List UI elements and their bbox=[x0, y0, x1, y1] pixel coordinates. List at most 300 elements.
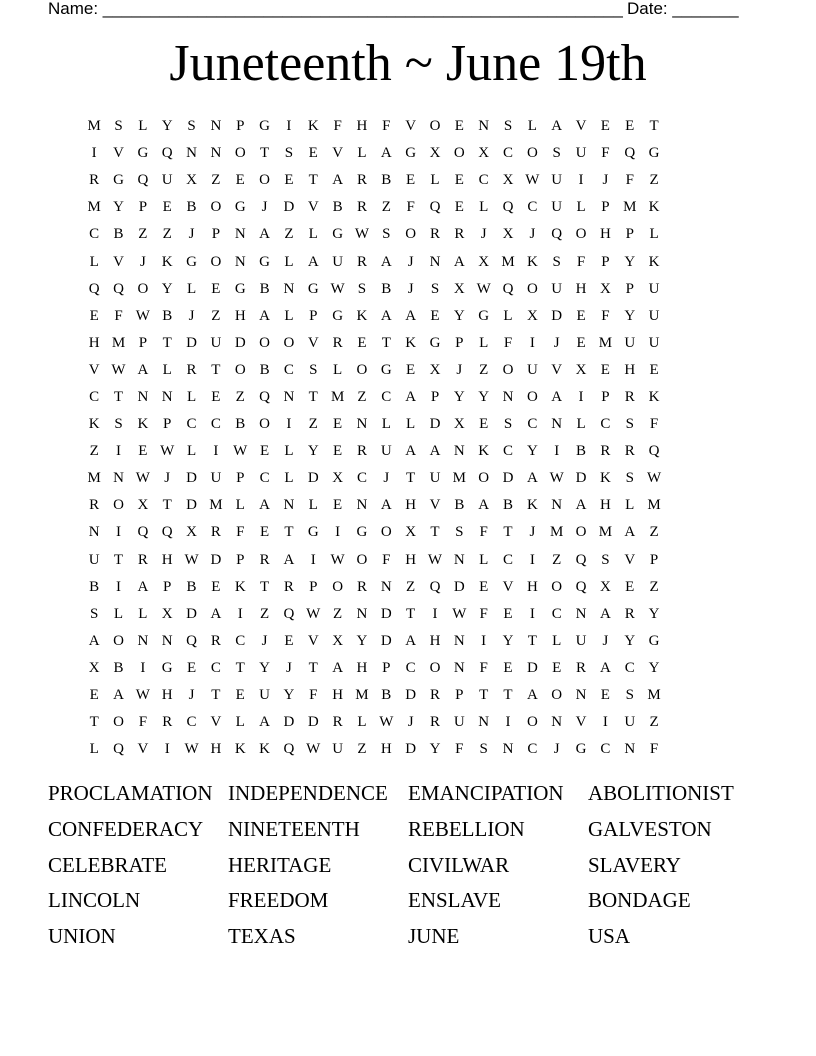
grid-cell: O bbox=[113, 632, 124, 649]
date-line: Date: _______ bbox=[627, 0, 739, 18]
grid-cell: J bbox=[188, 226, 195, 243]
grid-cell: H bbox=[88, 334, 100, 351]
grid-cell: L bbox=[552, 632, 562, 649]
grid-cell: I bbox=[140, 659, 146, 676]
grid-cell: L bbox=[625, 497, 635, 514]
grid-cell: I bbox=[237, 605, 243, 622]
grid-cell: U bbox=[259, 687, 270, 704]
grid-cell: D bbox=[429, 416, 441, 433]
grid-row bbox=[82, 357, 666, 384]
grid-cell: O bbox=[526, 280, 538, 297]
grid-cell: Z bbox=[649, 172, 659, 189]
grid-cell: X bbox=[478, 253, 490, 270]
grid-cell: I bbox=[91, 145, 97, 162]
grid-cell: P bbox=[211, 226, 221, 243]
grid-row bbox=[82, 465, 666, 492]
grid-cell: Z bbox=[381, 199, 391, 216]
grid-cell: Q bbox=[137, 172, 149, 189]
grid-cell: D bbox=[283, 199, 295, 216]
grid-cell: N bbox=[478, 714, 490, 731]
grid-cell: Q bbox=[283, 741, 295, 758]
grid-cell: A bbox=[429, 443, 441, 460]
grid-cell: O bbox=[526, 388, 538, 405]
grid-cell: S bbox=[430, 280, 440, 297]
grid-cell: J bbox=[164, 470, 171, 487]
grid-cell: C bbox=[503, 551, 514, 568]
grid-cell: C bbox=[210, 416, 221, 433]
grid-cell: O bbox=[210, 253, 222, 270]
grid-cell: L bbox=[89, 741, 99, 758]
grid-cell: I bbox=[505, 714, 511, 731]
grid-cell: E bbox=[625, 578, 635, 595]
grid-cell: F bbox=[406, 199, 415, 216]
grid-cell: W bbox=[330, 280, 345, 297]
grid-cell: W bbox=[233, 443, 248, 460]
grid-cell: N bbox=[356, 497, 368, 514]
grid-cell: E bbox=[406, 172, 416, 189]
grid-cell: X bbox=[332, 632, 344, 649]
grid-cell: E bbox=[308, 145, 318, 162]
grid-cell: D bbox=[551, 307, 563, 324]
grid-cell: N bbox=[624, 741, 636, 758]
grid-cell: C bbox=[527, 741, 538, 758]
grid-cell: R bbox=[624, 388, 635, 405]
grid-cell: S bbox=[114, 118, 123, 135]
grid-cell: L bbox=[138, 118, 148, 135]
grid-cell: L bbox=[649, 226, 659, 243]
grid-cell: Y bbox=[429, 741, 441, 758]
grid-cell: U bbox=[332, 741, 344, 758]
grid-cell: M bbox=[87, 199, 101, 216]
grid-cell: D bbox=[283, 714, 295, 731]
grid-cell: K bbox=[478, 443, 490, 460]
grid-cell: N bbox=[478, 118, 490, 135]
grid-cell: A bbox=[405, 443, 417, 460]
grid-cell: V bbox=[429, 497, 441, 514]
grid-cell: Q bbox=[575, 551, 587, 568]
grid-cell: U bbox=[648, 334, 660, 351]
grid-cell: W bbox=[135, 307, 150, 324]
grid-cell: Q bbox=[575, 578, 587, 595]
grid-cell: P bbox=[163, 578, 172, 595]
grid-cell: A bbox=[283, 551, 295, 568]
grid-row bbox=[82, 438, 666, 465]
grid-cell: T bbox=[527, 632, 537, 649]
grid-cell: E bbox=[284, 632, 294, 649]
grid-row bbox=[82, 330, 666, 357]
grid-cell: A bbox=[551, 118, 563, 135]
grid-cell: W bbox=[135, 470, 150, 487]
grid-cell: Z bbox=[649, 714, 659, 731]
grid-cell: R bbox=[624, 605, 635, 622]
grid-cell: O bbox=[502, 361, 514, 378]
grid-cell: X bbox=[599, 280, 611, 297]
grid-cell: S bbox=[309, 361, 318, 378]
word-bank-item: UNION bbox=[48, 924, 116, 949]
grid-cell: N bbox=[283, 388, 295, 405]
grid-cell: L bbox=[308, 226, 318, 243]
grid-cell: A bbox=[526, 687, 538, 704]
grid-cell: R bbox=[332, 714, 343, 731]
grid-cell: G bbox=[259, 118, 270, 135]
grid-cell: X bbox=[429, 145, 441, 162]
grid-cell: X bbox=[599, 578, 611, 595]
grid-cell: D bbox=[575, 470, 587, 487]
grid-cell: X bbox=[137, 497, 149, 514]
grid-cell: Z bbox=[333, 605, 343, 622]
grid-cell: M bbox=[355, 687, 369, 704]
grid-cell: Q bbox=[502, 280, 514, 297]
grid-cell: S bbox=[90, 605, 99, 622]
grid-cell: L bbox=[284, 307, 294, 324]
grid-cell: N bbox=[186, 145, 197, 162]
grid-cell: T bbox=[406, 470, 416, 487]
grid-cell: Z bbox=[211, 307, 221, 324]
grid-cell: Y bbox=[526, 443, 538, 460]
grid-cell: E bbox=[503, 659, 513, 676]
grid-cell: D bbox=[502, 470, 514, 487]
grid-cell: R bbox=[210, 632, 221, 649]
grid-cell: S bbox=[455, 524, 464, 541]
grid-cell: A bbox=[599, 605, 611, 622]
grid-cell: R bbox=[137, 551, 148, 568]
word-bank-item: NINETEENTH bbox=[228, 816, 360, 841]
grid-cell: H bbox=[405, 551, 417, 568]
grid-cell: R bbox=[89, 497, 100, 514]
grid-cell: O bbox=[210, 199, 222, 216]
grid-cell: Q bbox=[624, 145, 636, 162]
grid-cell: Q bbox=[259, 388, 270, 405]
grid-cell: W bbox=[476, 280, 491, 297]
grid-cell: R bbox=[429, 226, 440, 243]
grid-cell: O bbox=[478, 470, 490, 487]
grid-cell: T bbox=[649, 118, 659, 135]
grid-cell: U bbox=[648, 307, 660, 324]
grid-cell: O bbox=[113, 714, 124, 731]
grid-cell: K bbox=[526, 253, 538, 270]
grid-cell: L bbox=[503, 307, 513, 324]
grid-cell: A bbox=[478, 497, 490, 514]
grid-cell: V bbox=[575, 118, 587, 135]
grid-cell: S bbox=[479, 741, 488, 758]
grid-cell: R bbox=[429, 687, 440, 704]
grid-cell: N bbox=[137, 388, 149, 405]
grid-cell: D bbox=[526, 659, 538, 676]
grid-cell: T bbox=[259, 578, 270, 595]
grid-cell: Y bbox=[161, 118, 173, 135]
grid-cell: O bbox=[380, 524, 392, 541]
grid-cell: F bbox=[455, 741, 464, 758]
grid-cell: G bbox=[332, 226, 344, 243]
word-bank-item: USA bbox=[588, 924, 631, 949]
grid-cell: E bbox=[503, 605, 513, 622]
grid-cell: S bbox=[601, 551, 610, 568]
grid-cell: I bbox=[213, 443, 219, 460]
grid-cell: H bbox=[599, 497, 611, 514]
grid-cell: M bbox=[647, 497, 661, 514]
grid-cell: U bbox=[575, 145, 587, 162]
grid-cell: O bbox=[332, 578, 344, 595]
grid-cell: E bbox=[357, 334, 367, 351]
grid-row bbox=[82, 384, 666, 411]
grid-cell: E bbox=[406, 361, 416, 378]
grid-cell: X bbox=[526, 307, 538, 324]
grid-cell: V bbox=[575, 714, 587, 731]
grid-row bbox=[82, 248, 666, 275]
grid-cell: M bbox=[501, 253, 515, 270]
grid-row bbox=[82, 601, 666, 628]
grid-cell: O bbox=[551, 687, 563, 704]
grid-cell: C bbox=[89, 226, 100, 243]
grid-cell: H bbox=[332, 687, 344, 704]
grid-row bbox=[82, 736, 666, 763]
grid-cell: W bbox=[549, 470, 564, 487]
grid-cell: L bbox=[479, 551, 489, 568]
grid-cell: J bbox=[456, 361, 463, 378]
grid-cell: Z bbox=[259, 605, 270, 622]
grid-cell: B bbox=[454, 497, 465, 514]
grid-cell: E bbox=[552, 659, 562, 676]
grid-cell: I bbox=[116, 578, 122, 595]
grid-cell: V bbox=[307, 199, 319, 216]
grid-cell: C bbox=[405, 659, 416, 676]
grid-cell: P bbox=[309, 578, 318, 595]
grid-cell: I bbox=[432, 605, 438, 622]
grid-cell: T bbox=[430, 524, 440, 541]
grid-cell: C bbox=[210, 659, 221, 676]
grid-cell: N bbox=[356, 605, 368, 622]
grid-cell: E bbox=[89, 687, 99, 704]
grid-cell: N bbox=[113, 470, 124, 487]
grid-cell: H bbox=[405, 497, 417, 514]
grid-cell: P bbox=[163, 416, 172, 433]
grid-cell: D bbox=[210, 551, 222, 568]
grid-cell: C bbox=[600, 416, 611, 433]
grid-cell: D bbox=[186, 605, 197, 622]
grid-cell: B bbox=[113, 226, 124, 243]
word-bank-item: REBELLION bbox=[408, 816, 525, 841]
grid-cell: O bbox=[259, 416, 270, 433]
grid-cell: E bbox=[576, 307, 586, 324]
grid-cell: R bbox=[429, 714, 440, 731]
word-bank-item: CELEBRATE bbox=[48, 852, 167, 877]
grid-cell: L bbox=[479, 334, 489, 351]
grid-cell: V bbox=[405, 118, 417, 135]
grid-cell: P bbox=[649, 551, 659, 568]
grid-cell: A bbox=[575, 497, 587, 514]
grid-cell: N bbox=[161, 388, 173, 405]
grid-cell: L bbox=[357, 714, 367, 731]
grid-cell: F bbox=[479, 605, 488, 622]
grid-cell: X bbox=[453, 416, 465, 433]
grid-cell: O bbox=[575, 524, 587, 541]
grid-cell: H bbox=[624, 361, 636, 378]
grid-cell: N bbox=[137, 632, 149, 649]
grid-cell: M bbox=[87, 470, 101, 487]
grid-cell: J bbox=[261, 632, 268, 649]
grid-cell: N bbox=[283, 497, 295, 514]
grid-cell: I bbox=[529, 551, 535, 568]
grid-cell: E bbox=[454, 199, 464, 216]
grid-cell: G bbox=[405, 145, 417, 162]
grid-cell: W bbox=[111, 361, 126, 378]
grid-cell: U bbox=[453, 714, 465, 731]
grid-cell: E bbox=[454, 172, 464, 189]
grid-cell: D bbox=[380, 632, 392, 649]
grid-cell: G bbox=[575, 741, 587, 758]
grid-cell: J bbox=[383, 470, 390, 487]
grid-cell: H bbox=[161, 687, 173, 704]
grid-cell: D bbox=[405, 741, 417, 758]
grid-cell: E bbox=[235, 172, 245, 189]
name-line: Name: _______________________________________________________ bbox=[48, 0, 623, 18]
grid-cell: Z bbox=[138, 226, 148, 243]
grid-cell: T bbox=[113, 551, 124, 568]
grid-cell: B bbox=[503, 497, 514, 514]
grid-cell: Y bbox=[307, 443, 319, 460]
grid-cell: N bbox=[210, 118, 222, 135]
grid-cell: K bbox=[356, 307, 368, 324]
grid-cell: L bbox=[235, 497, 245, 514]
grid-cell: A bbox=[332, 659, 344, 676]
grid-cell: V bbox=[502, 578, 514, 595]
grid-cell: F bbox=[479, 659, 488, 676]
grid-cell: F bbox=[649, 416, 659, 433]
grid-cell: U bbox=[429, 470, 441, 487]
grid-cell: R bbox=[356, 172, 367, 189]
grid-cell: I bbox=[578, 172, 584, 189]
grid-cell: L bbox=[406, 416, 416, 433]
grid-cell: F bbox=[625, 172, 634, 189]
grid-cell: J bbox=[553, 741, 560, 758]
grid-cell: J bbox=[480, 226, 487, 243]
grid-cell: G bbox=[332, 307, 344, 324]
grid-cell: R bbox=[576, 659, 587, 676]
grid-cell: A bbox=[259, 497, 270, 514]
grid-row bbox=[82, 655, 666, 682]
grid-cell: E bbox=[333, 443, 343, 460]
grid-cell: U bbox=[575, 632, 587, 649]
grid-cell: B bbox=[235, 416, 246, 433]
grid-cell: O bbox=[405, 226, 417, 243]
grid-row bbox=[82, 519, 666, 546]
grid-cell: F bbox=[114, 307, 123, 324]
grid-cell: A bbox=[137, 361, 149, 378]
grid-cell: L bbox=[479, 199, 489, 216]
grid-cell: P bbox=[430, 388, 440, 405]
grid-cell: A bbox=[332, 172, 344, 189]
grid-cell: T bbox=[308, 659, 318, 676]
grid-cell: R bbox=[356, 443, 367, 460]
grid-cell: W bbox=[379, 714, 394, 731]
grid-cell: N bbox=[429, 253, 441, 270]
grid-cell: U bbox=[161, 172, 173, 189]
grid-cell: Y bbox=[502, 632, 514, 649]
grid-cell: N bbox=[210, 145, 222, 162]
grid-cell: G bbox=[356, 524, 368, 541]
word-bank-item: EMANCIPATION bbox=[408, 781, 564, 805]
grid-cell: A bbox=[624, 524, 636, 541]
grid-cell: X bbox=[332, 470, 344, 487]
grid-cell: J bbox=[261, 199, 268, 216]
grid-cell: B bbox=[381, 687, 392, 704]
grid-cell: R bbox=[162, 714, 173, 731]
grid-cell: S bbox=[187, 118, 196, 135]
letter-grid bbox=[82, 113, 666, 763]
grid-cell: F bbox=[138, 714, 148, 731]
word-bank-item: INDEPENDENCE bbox=[228, 781, 388, 805]
grid-cell: V bbox=[88, 361, 100, 378]
word-bank-item: TEXAS bbox=[228, 924, 296, 949]
grid-cell: M bbox=[598, 334, 613, 351]
grid-cell: X bbox=[88, 659, 100, 676]
grid-cell: B bbox=[381, 280, 392, 297]
grid-cell: U bbox=[551, 172, 563, 189]
grid-cell: Y bbox=[356, 632, 368, 649]
grid-cell: R bbox=[283, 578, 294, 595]
grid-cell: O bbox=[283, 334, 295, 351]
grid-cell: L bbox=[284, 443, 294, 460]
grid-cell: P bbox=[601, 253, 610, 270]
grid-cell: L bbox=[89, 253, 99, 270]
grid-cell: T bbox=[211, 361, 221, 378]
grid-cell: K bbox=[234, 741, 246, 758]
grid-cell: X bbox=[478, 145, 490, 162]
grid-cell: L bbox=[284, 470, 294, 487]
grid-cell: G bbox=[648, 632, 660, 649]
grid-cell: E bbox=[211, 280, 221, 297]
grid-cell: S bbox=[114, 416, 123, 433]
word-bank-item: CIVILWAR bbox=[408, 852, 510, 877]
grid-cell: T bbox=[162, 497, 172, 514]
grid-cell: Q bbox=[137, 524, 149, 541]
grid-cell: A bbox=[380, 253, 392, 270]
grid-cell: E bbox=[454, 118, 464, 135]
grid-cell: C bbox=[356, 470, 367, 487]
grid-cell: O bbox=[356, 551, 368, 568]
grid-cell: K bbox=[88, 416, 100, 433]
grid-cell: M bbox=[452, 470, 466, 487]
grid-cell: D bbox=[234, 334, 246, 351]
grid-cell: A bbox=[551, 388, 563, 405]
grid-cell: E bbox=[259, 443, 270, 460]
grid-cell: A bbox=[259, 714, 270, 731]
grid-cell: L bbox=[235, 714, 245, 731]
grid-cell: A bbox=[380, 145, 392, 162]
grid-cell: T bbox=[503, 524, 513, 541]
grid-cell: O bbox=[259, 334, 270, 351]
grid-cell: N bbox=[453, 659, 465, 676]
grid-cell: C bbox=[527, 416, 538, 433]
grid-cell: N bbox=[234, 226, 246, 243]
grid-cell: W bbox=[330, 551, 345, 568]
grid-row bbox=[82, 547, 666, 574]
grid-cell: K bbox=[307, 118, 319, 135]
grid-cell: S bbox=[552, 253, 561, 270]
grid-cell: I bbox=[116, 524, 122, 541]
grid-cell: P bbox=[236, 470, 245, 487]
grid-cell: P bbox=[455, 687, 464, 704]
grid-cell: E bbox=[576, 334, 586, 351]
grid-cell: I bbox=[529, 605, 535, 622]
grid-cell: E bbox=[430, 307, 440, 324]
grid-cell: Q bbox=[113, 280, 124, 297]
grid-cell: G bbox=[161, 659, 173, 676]
grid-cell: P bbox=[382, 659, 391, 676]
grid-cell: F bbox=[601, 307, 610, 324]
grid-cell: L bbox=[576, 416, 586, 433]
grid-cell: I bbox=[578, 388, 584, 405]
